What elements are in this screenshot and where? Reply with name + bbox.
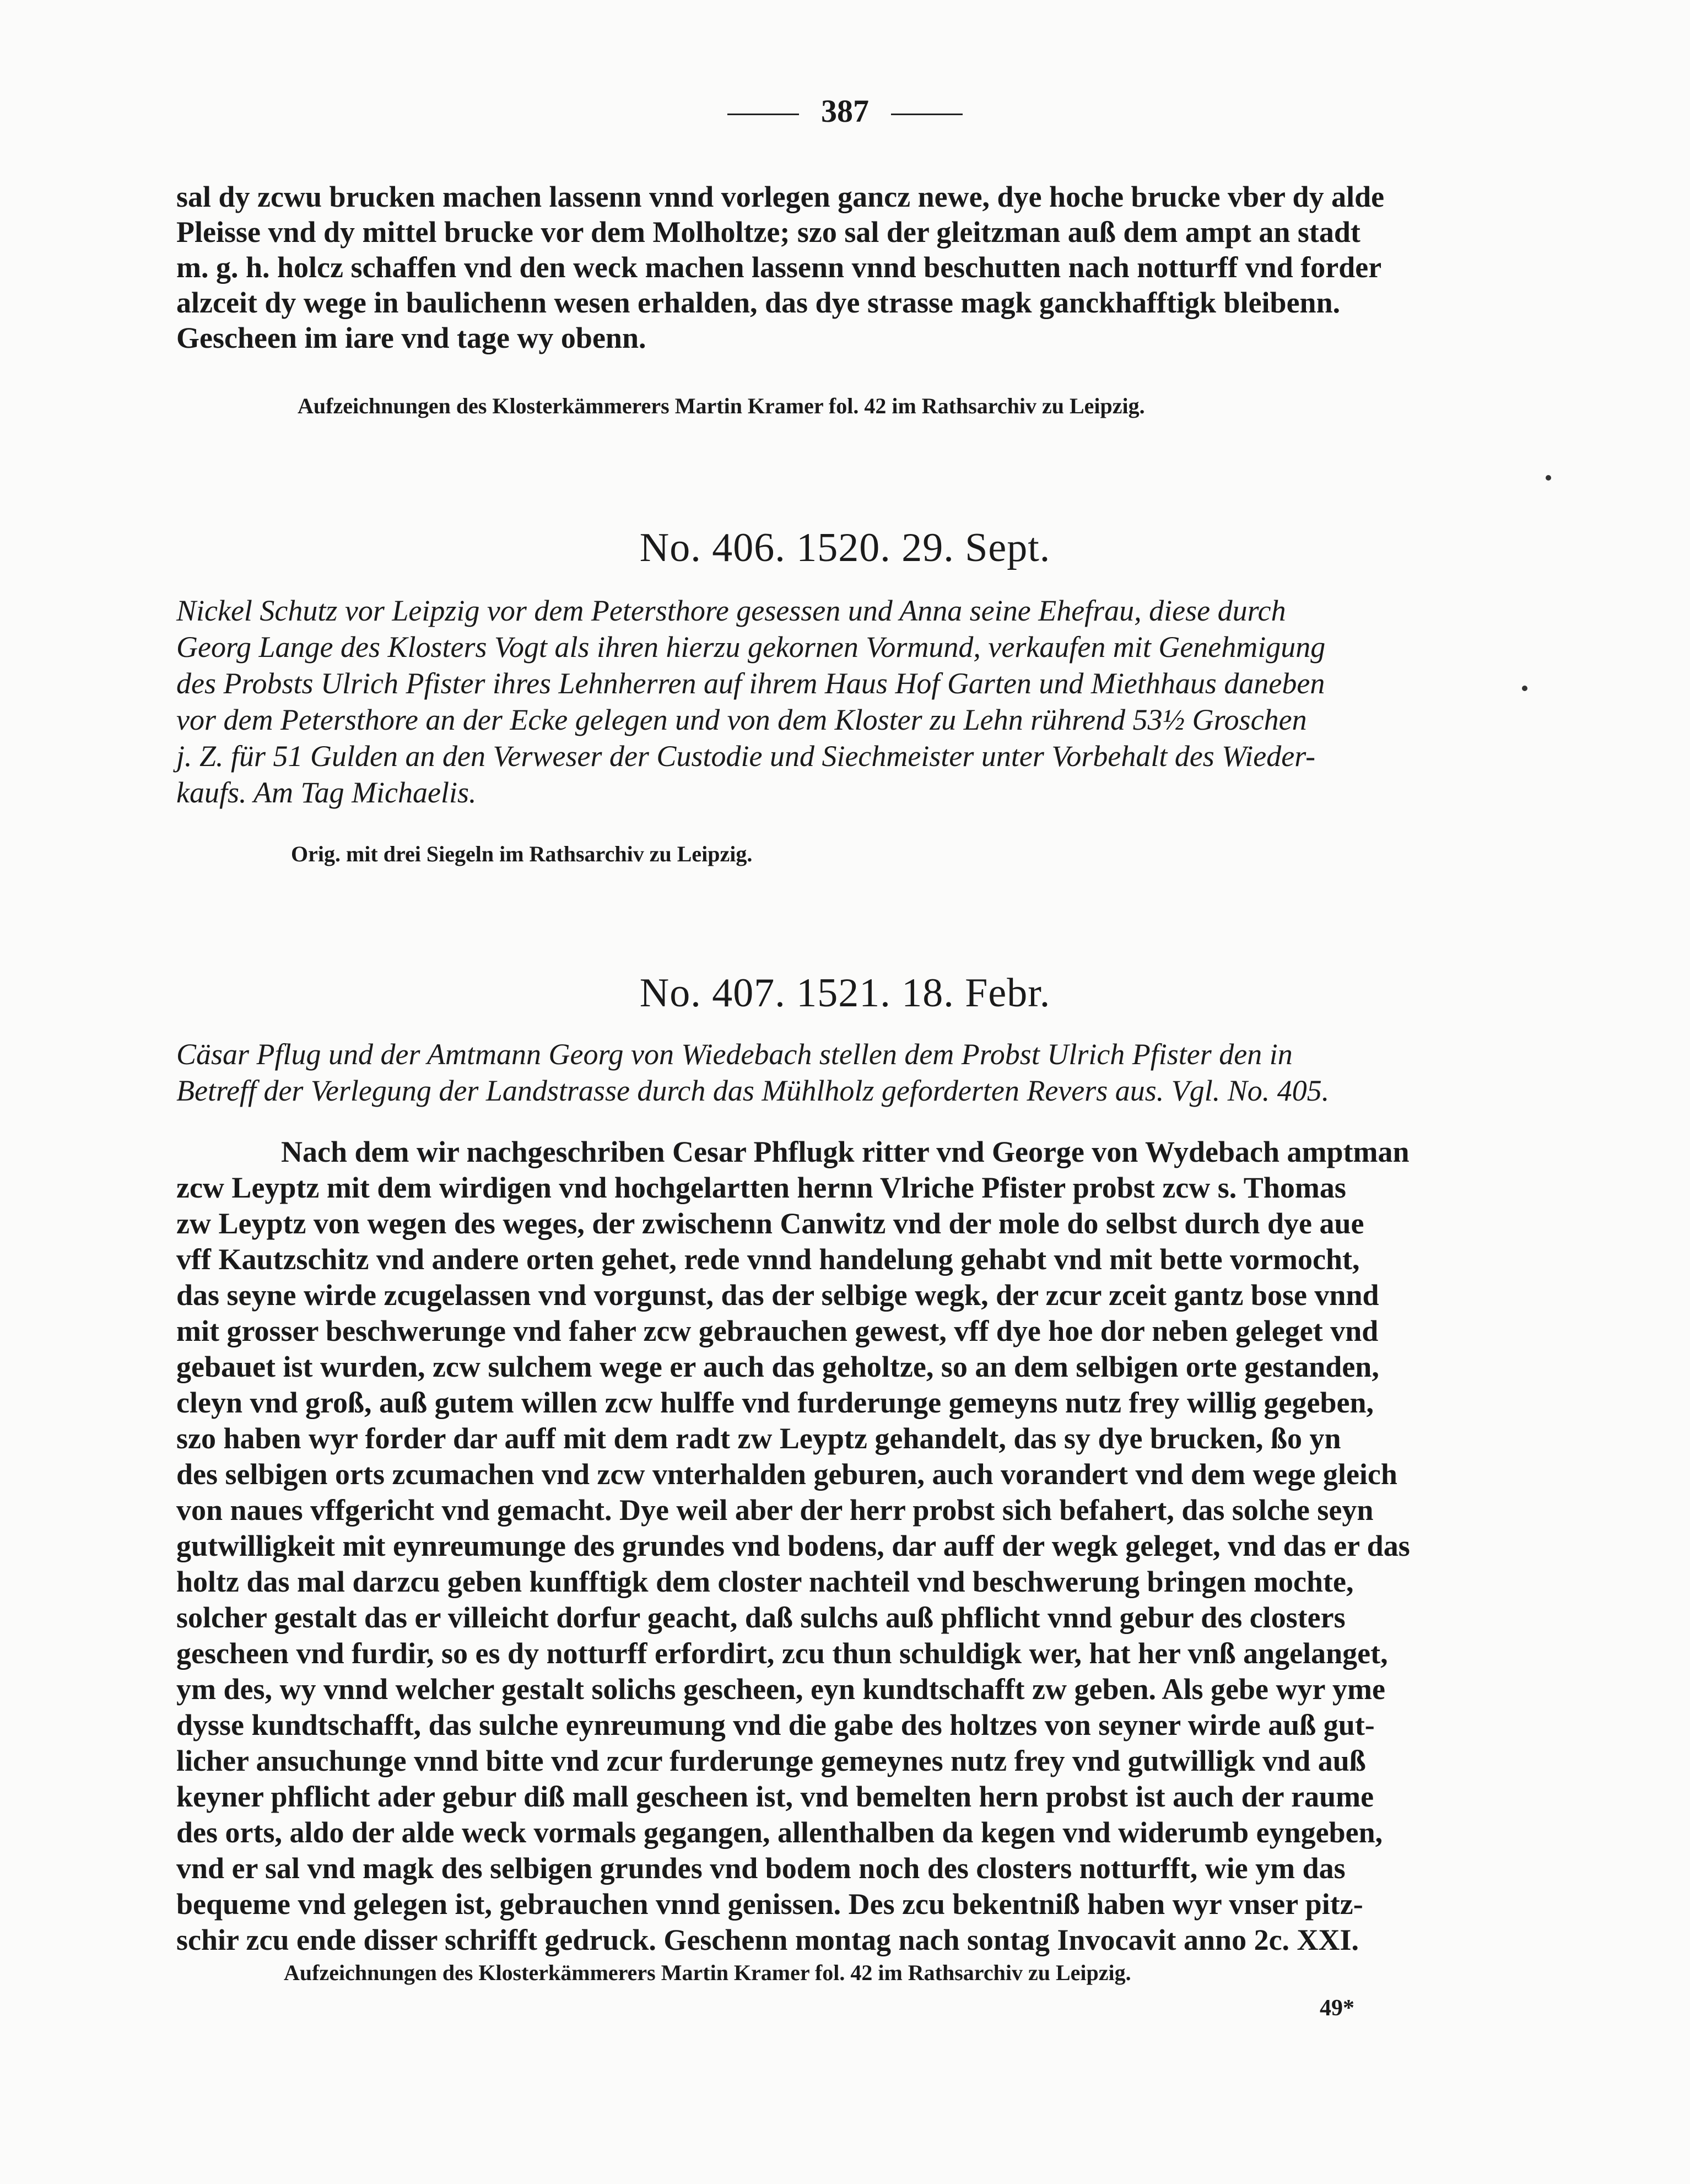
text-line: gescheen vnd furdir, so es dy notturff erfordirt, zcu thun schuldigk wer, hat her vnß angelanget, xyxy=(176,1637,1388,1670)
text-line: vff Kautzschitz vnd andere orten gehet, rede vnnd handelung gehabt vnd mit bette vormocht, xyxy=(176,1243,1360,1276)
text-line: m. g. h. holcz schaffen vnd den weck machen lassenn vnnd beschutten nach notturff vnd forder xyxy=(176,251,1382,284)
scan-speck xyxy=(1546,475,1551,481)
regest-line: Cäsar Pflug und der Amtmann Georg von Wiedebach stellen dem Probst Ulrich Pfister den in xyxy=(176,1038,1293,1071)
doc406-heading: No. 406. 1520. 29. Sept. xyxy=(639,525,1051,570)
doc406-source: Orig. mit drei Siegeln im Rathsarchiv zu Leipzig. xyxy=(291,842,753,866)
page-number-rule-right xyxy=(891,114,963,115)
page-number-text: 387 xyxy=(821,93,869,129)
text-line: gutwilligkeit mit eynreumunge des grundes vnd bodens, dar auff der wegk geleget, vnd das er das xyxy=(176,1529,1410,1562)
text-line: alzceit dy wege in baulichenn wesen erhalden, das dye strasse magk ganckhafftigk bleibenn. xyxy=(176,286,1341,319)
regest-line: vor dem Petersthore an der Ecke gelegen und von dem Kloster zu Lehn rührend 53½ Groschen xyxy=(176,703,1307,736)
page-number xyxy=(0,93,1690,130)
text-line: licher ansuchunge vnnd bitte vnd zcur furderunge gemeynes nutz frey vnd gutwilligk vnd auß xyxy=(176,1744,1366,1777)
text-line: des selbigen orts zcumachen vnd zcw vnterhalden geburen, auch vorandert vnd dem wege gleich xyxy=(176,1458,1397,1491)
text-line: von naues vffgericht vnd gemacht. Dye weil aber der herr probst sich befahert, das solche seyn xyxy=(176,1493,1374,1527)
text-line: szo haben wyr forder dar auff mit dem radt zw Leyptz gehandelt, das sy dye brucken, ßo yn xyxy=(176,1422,1341,1455)
text-line: Nach dem wir nachgeschriben Cesar Phflugk ritter vnd George von Wydebach amptman xyxy=(281,1135,1410,1168)
text-line: zcw Leyptz mit dem wirdigen vnd hochgelartten hernn Vlriche Pfister probst zcw s. Thomas xyxy=(176,1171,1346,1204)
text-line: solcher gestalt das er villeicht dorfur geacht, daß sulchs auß phflicht vnnd gebur des closters xyxy=(176,1601,1346,1634)
doc407-source: Aufzeichnungen des Klosterkämmerers Martin Kramer fol. 42 im Rathsarchiv zu Leipzig. xyxy=(284,1960,1131,1985)
doc407-text xyxy=(176,1134,1521,1958)
text-line: dysse kundtschafft, das sulche eynreumung vnd die gabe des holtzes von seyner wirde auß gut- xyxy=(176,1708,1375,1741)
text-line: vnd er sal vnd magk des selbigen grundes vnd bodem noch des closters notturfft, wie ym das xyxy=(176,1852,1346,1885)
text-line: ym des, wy vnnd welcher gestalt solichs gescheen, eyn kundtschafft zw geben. Als gebe wyr yme xyxy=(176,1673,1385,1706)
text-line: schir zcu ende disser schrifft gedruck. Geschenn montag nach sontag Invocavit anno 2c. XXI. xyxy=(176,1923,1359,1956)
doc406-regest xyxy=(176,592,1521,811)
regest-line: Georg Lange des Klosters Vogt als ihren hierzu gekornen Vormund, verkaufen mit Genehmigung xyxy=(176,630,1326,664)
text-line: sal dy zcwu brucken machen lassenn vnnd vorlegen gancz newe, dye hoche brucke vber dy alde xyxy=(176,180,1385,213)
regest-line: kaufs. Am Tag Michaelis. xyxy=(176,776,477,809)
doc407-regest xyxy=(176,1036,1521,1109)
text-line: Pleisse vnd dy mittel brucke vor dem Molholtze; szo sal der gleitzman auß dem ampt an stadt xyxy=(176,215,1360,249)
signature-mark: 49* xyxy=(1320,1996,1354,2021)
doc407-heading: No. 407. 1521. 18. Febr. xyxy=(639,970,1051,1016)
text-line: das seyne wirde zcugelassen vnd vorgunst, das der selbige wegk, der zcur zceit gantz bose vnnd xyxy=(176,1279,1379,1312)
regest-line: Betreff der Verlegung der Landstrasse durch das Mühlholz geforderten Revers aus. Vgl. No. 405. xyxy=(176,1074,1330,1107)
continued-text xyxy=(176,179,1521,355)
text-line: bequeme vnd gelegen ist, gebrauchen vnnd genissen. Des zcu bekentniß haben wyr vnser pitz- xyxy=(176,1888,1363,1921)
page-number-rule-left xyxy=(727,114,799,115)
text-line: Gescheen im iare vnd tage wy obenn. xyxy=(176,321,646,354)
text-line: des orts, aldo der alde weck vormals gegangen, allenthalben da kegen vnd widerumb eyngeben, xyxy=(176,1816,1383,1849)
text-line: zw Leyptz von wegen des weges, der zwischenn Canwitz vnd der mole do selbst durch dye aue xyxy=(176,1207,1364,1240)
text-line: mit grosser beschwerunge vnd faher zcw gebrauchen gewest, vff dye hoe dor neben geleget vnd xyxy=(176,1314,1379,1347)
text-line: gebauet ist wurden, zcw sulchem wege er auch das geholtze, so an dem selbigen orte gestanden, xyxy=(176,1350,1379,1383)
text-line: keyner phflicht ader gebur diß mall gescheen ist, vnd bemelten hern probst ist auch der raume xyxy=(176,1780,1374,1813)
regest-line: Nickel Schutz vor Leipzig vor dem Petersthore gesessen und Anna seine Ehefrau, diese durch xyxy=(176,594,1286,627)
regest-line: j. Z. für 51 Gulden an den Verweser der Custodie und Siechmeister unter Vorbehalt des Wieder- xyxy=(176,740,1316,773)
regest-line: des Probsts Ulrich Pfister ihres Lehnherren auf ihrem Haus Hof Garten und Miethhaus daneben xyxy=(176,667,1325,700)
source-note-top: Aufzeichnungen des Klosterkämmerers Martin Kramer fol. 42 im Rathsarchiv zu Leipzig. xyxy=(298,393,1145,418)
text-line: cleyn vnd groß, auß gutem willen zcw hulffe vnd furderunge gemeyns nutz frey willig gegeben, xyxy=(176,1386,1374,1419)
scan-speck xyxy=(1522,686,1527,691)
text-line: holtz das mal darzcu geben kunfftigk dem closter nachteil vnd beschwerung bringen mochte, xyxy=(176,1565,1354,1598)
